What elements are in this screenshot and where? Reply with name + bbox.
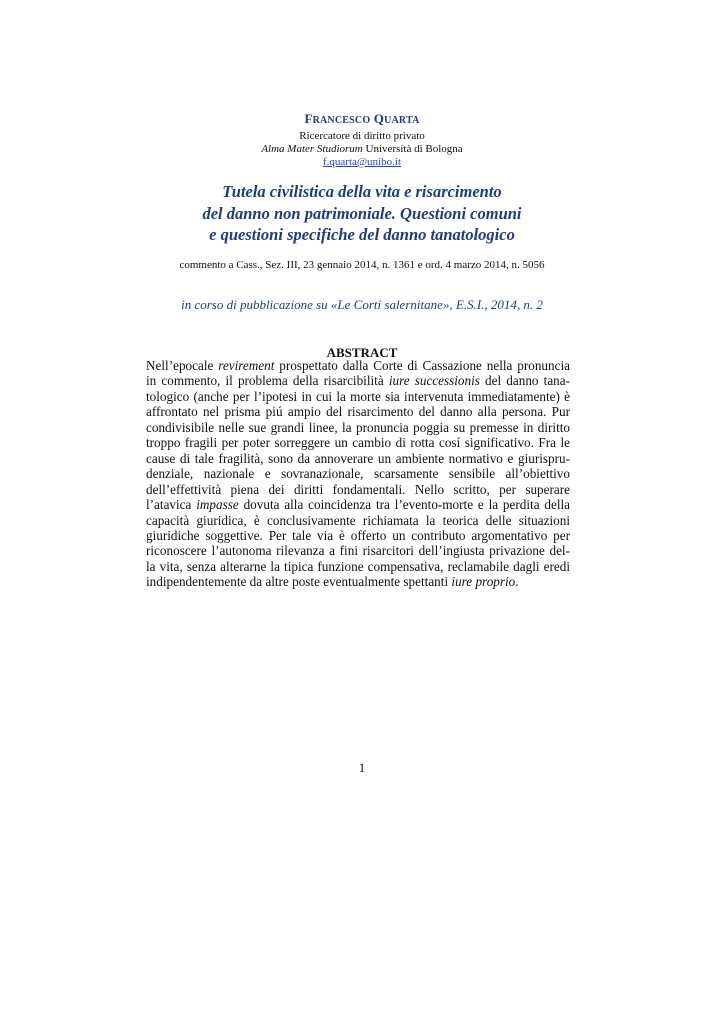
author-first-rest: RANCESCO <box>312 115 371 126</box>
abstract-text: del danno tana- <box>479 373 571 389</box>
university-name-rest: Università di Bologna <box>362 143 463 155</box>
abstract-line <box>146 420 570 435</box>
abstract-line <box>146 466 570 481</box>
abstract-text: tologico (anche per l’ipotesi in cui la morte sia intervenuta immediatamente) è <box>146 388 570 404</box>
abstract-heading: ABSTRACT <box>326 345 398 360</box>
abstract-line <box>146 482 570 497</box>
abstract-text: capacità giuridica, è conclusivamente richiamata la teorica delle situazioni <box>146 512 570 528</box>
author-last-initial: Q <box>373 111 385 126</box>
abstract-line <box>146 373 570 388</box>
abstract-line <box>146 389 570 404</box>
abstract-line <box>146 451 570 466</box>
author-role: Ricercatore di diritto privato <box>299 130 425 142</box>
abstract-line <box>146 497 570 512</box>
author-first-initial: F <box>304 111 313 126</box>
abstract-text: cause di tale fragilità, sono da annoverare un ambiente normativo e giurispru- <box>146 450 570 466</box>
abstract-text: dell’effettività piena dei diritti fondamentali. Nello scritto, per superare <box>146 481 570 497</box>
abstract-text: indipendentemente da altre poste eventualmente spettanti <box>146 574 452 590</box>
title-line: e questioni specifiche del danno tanatologico <box>209 225 515 244</box>
abstract-text: condivisibile nelle sue grandi linee, la pronuncia poggia su premesse in diritto <box>146 419 570 435</box>
abstract-line <box>146 574 570 589</box>
abstract-text: denziale, nazionale e sovranazionale, scarsamente sensibile all’obiettivo <box>146 466 570 482</box>
abstract-italic-term: impasse <box>196 497 239 513</box>
abstract-text: Nell’epocale <box>146 358 219 373</box>
abstract-text: . <box>515 574 519 590</box>
title-line: del danno non patrimoniale. Questioni comuni <box>202 203 522 223</box>
page-number: 1 <box>358 760 366 775</box>
abstract-italic-term: iure proprio <box>451 574 516 590</box>
abstract-line <box>146 358 570 373</box>
case-comment-reference: commento a Cass., Sez. III, 23 gennaio 2014, n. 1361 e ord. 4 marzo 2014, n. 5056 <box>179 259 545 271</box>
abstract-text: prospettato dalla Corte di Cassazione nella pronuncia <box>274 358 570 373</box>
university-name-italic: Alma Mater Studiorum <box>261 143 363 155</box>
abstract-text: l’atavica <box>146 497 197 513</box>
abstract-line <box>146 543 570 558</box>
author-university <box>0 143 724 155</box>
abstract-text: affrontato nel prisma piú ampio del risarcimento del danno alla persona. Pur <box>146 404 570 420</box>
abstract-line <box>146 435 570 450</box>
publication-note: in corso di pubblicazione su «Le Corti salernitane», E.S.I., 2014, n. 2 <box>181 297 543 312</box>
abstract-text: dovuta alla coincidenza tra l’evento-morte e la perdita della <box>238 497 571 513</box>
title-line: Tutela civilistica della vita e risarcimento <box>222 182 502 201</box>
author-last-rest: UARTA <box>384 115 420 126</box>
abstract-italic-term: iure successionis <box>388 373 480 389</box>
paper-title <box>0 181 724 246</box>
abstract-line <box>146 404 570 419</box>
abstract-line <box>146 559 570 574</box>
abstract-text: riconoscere l’autonoma rilevanza a fini risarcitori dell’ingiusta privazione del- <box>146 543 570 559</box>
author-email-line <box>0 156 724 168</box>
abstract-body <box>146 358 570 590</box>
abstract-line <box>146 513 570 528</box>
abstract-text: la vita, senza alterarne la tipica funzione compensativa, reclamabile dagli eredi <box>146 558 570 574</box>
abstract-text: troppo fragili per poter sorreggere un cambio di rotta cosí significativo. Fra le <box>146 435 570 451</box>
author-name <box>0 111 724 127</box>
abstract-text: in commento, il problema della risarcibilità <box>146 373 389 389</box>
author-email-link[interactable]: f.quarta@unibo.it <box>323 156 401 168</box>
abstract-line <box>146 528 570 543</box>
abstract-italic-term: revirement <box>218 358 275 373</box>
abstract-text: giuridiche soggettive. Per tale via è offerto un contributo argomentativo per <box>146 527 570 543</box>
